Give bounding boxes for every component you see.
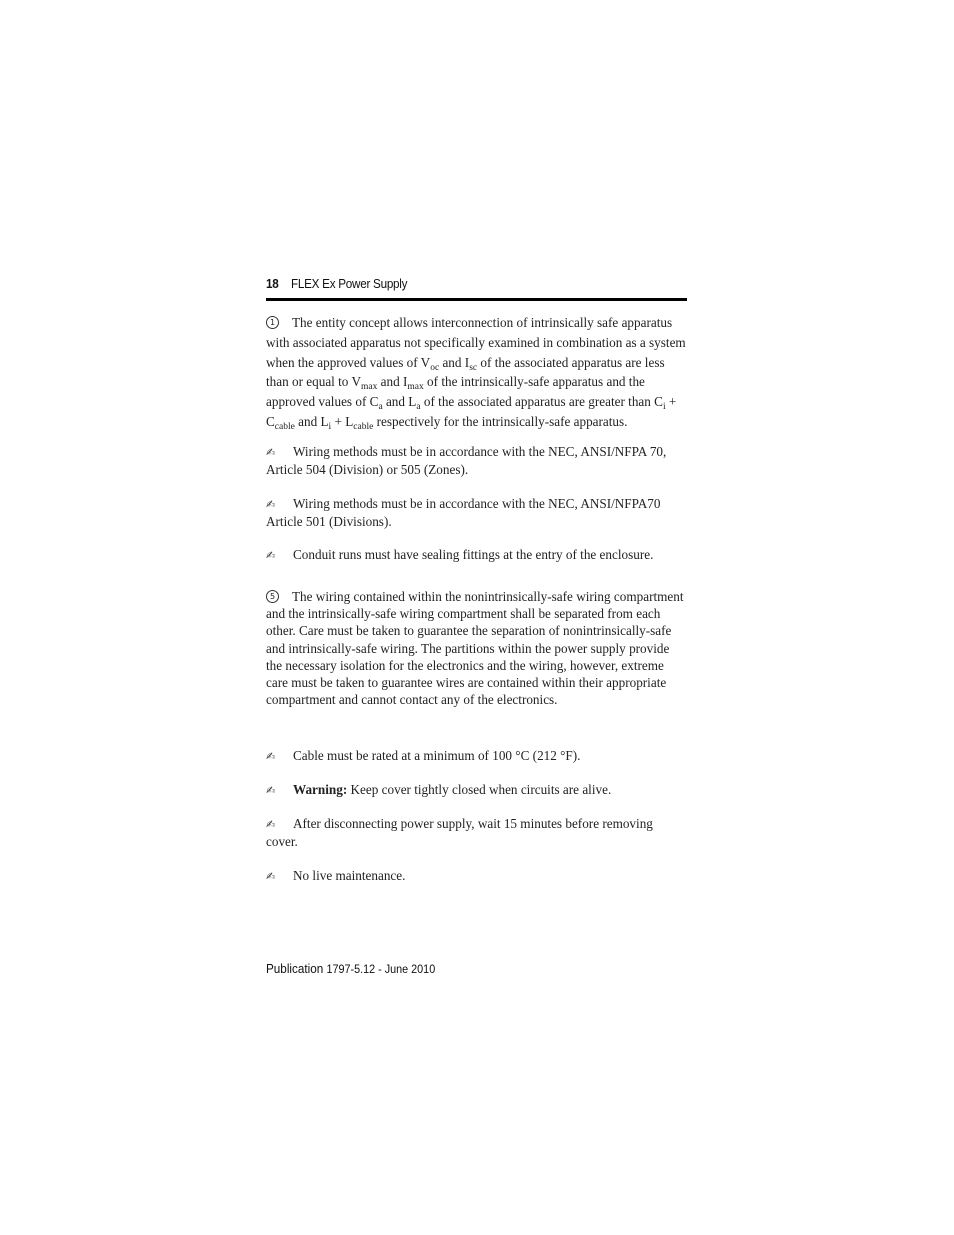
warning-label: Warning: — [293, 782, 348, 797]
publication-number: 1797-5.12 - June 2010 — [326, 962, 436, 976]
header-rule — [266, 298, 687, 301]
note-cable-rating: ✍ Cable must be rated at a minimum of 100 °C (212 °F). — [266, 747, 687, 765]
circled-five-icon: 5 — [266, 590, 279, 603]
running-title: FLEX Ex Power Supply — [291, 276, 408, 291]
note-wiring-methods-504: ✍ Wiring methods must be in accordance with the NEC, ANSI/NFPA 70, Article 504 (Division) or 505 (Zones). — [266, 444, 667, 478]
writing-hand-icon: ✍ — [266, 818, 276, 831]
note-warning-cover: ✍ Warning: Keep cover tightly closed when circuits are alive. — [266, 781, 687, 799]
note-no-live-maintenance: ✍ No live maintenance. — [266, 867, 687, 885]
page-footer — [266, 961, 435, 976]
writing-hand-icon: ✍ — [266, 750, 276, 763]
note-entity-concept: 1 The entity concept allows interconnection of intrinsically safe apparatus with associated apparatus not specifically examined in combination as a system when the approved values of $V_{oc}$ and $I_{sc}$ of the associated apparatus are less than or equal to $V_{max}$ and $I_{max}$ of the intrinsically-safe apparatus and the approved values of $C_a$ and $L_a$ of the associated apparatus are greater than $C_i + C_{cable}$ and $L_i + L_{cable}$ respectively for the intrinsically-safe apparatus. — [266, 315, 686, 432]
writing-hand-icon: ✍ — [266, 549, 276, 562]
writing-hand-icon: ✍ — [266, 446, 276, 459]
note-disconnect-wait: ✍ After disconnecting power supply, wait 15 minutes before removing cover. — [266, 816, 653, 850]
footer-label: Publication — [266, 961, 324, 976]
page-number: 18 — [266, 276, 279, 291]
writing-hand-icon: ✍ — [266, 784, 276, 797]
note-wiring-methods-501: ✍ Wiring methods must be in accordance with the NEC, ANSI/NFPA70 Article 501 (Divisions). — [266, 496, 661, 530]
note-conduit-runs: ✍ Conduit runs must have sealing fittings at the entry of the enclosure. — [266, 546, 687, 564]
writing-hand-icon: ✍ — [266, 870, 276, 883]
note-wiring-separation: 5 The wiring contained within the nonintrinsically-safe wiring compartment and the intrinsically-safe wiring compartment shall be separated from each other. Care must be taken to guarantee the separation of nonintrinsically-safe and intrinsically-safe wiring. The partitions within the power supply provide the necessary isolation for the electronics and the wiring, however, extreme care must be taken to guarantee wires are contained within their appropriate compartment and cannot contact any of the electronics. — [266, 589, 684, 708]
writing-hand-icon: ✍ — [266, 498, 276, 511]
circled-one-icon: 1 — [266, 316, 279, 329]
